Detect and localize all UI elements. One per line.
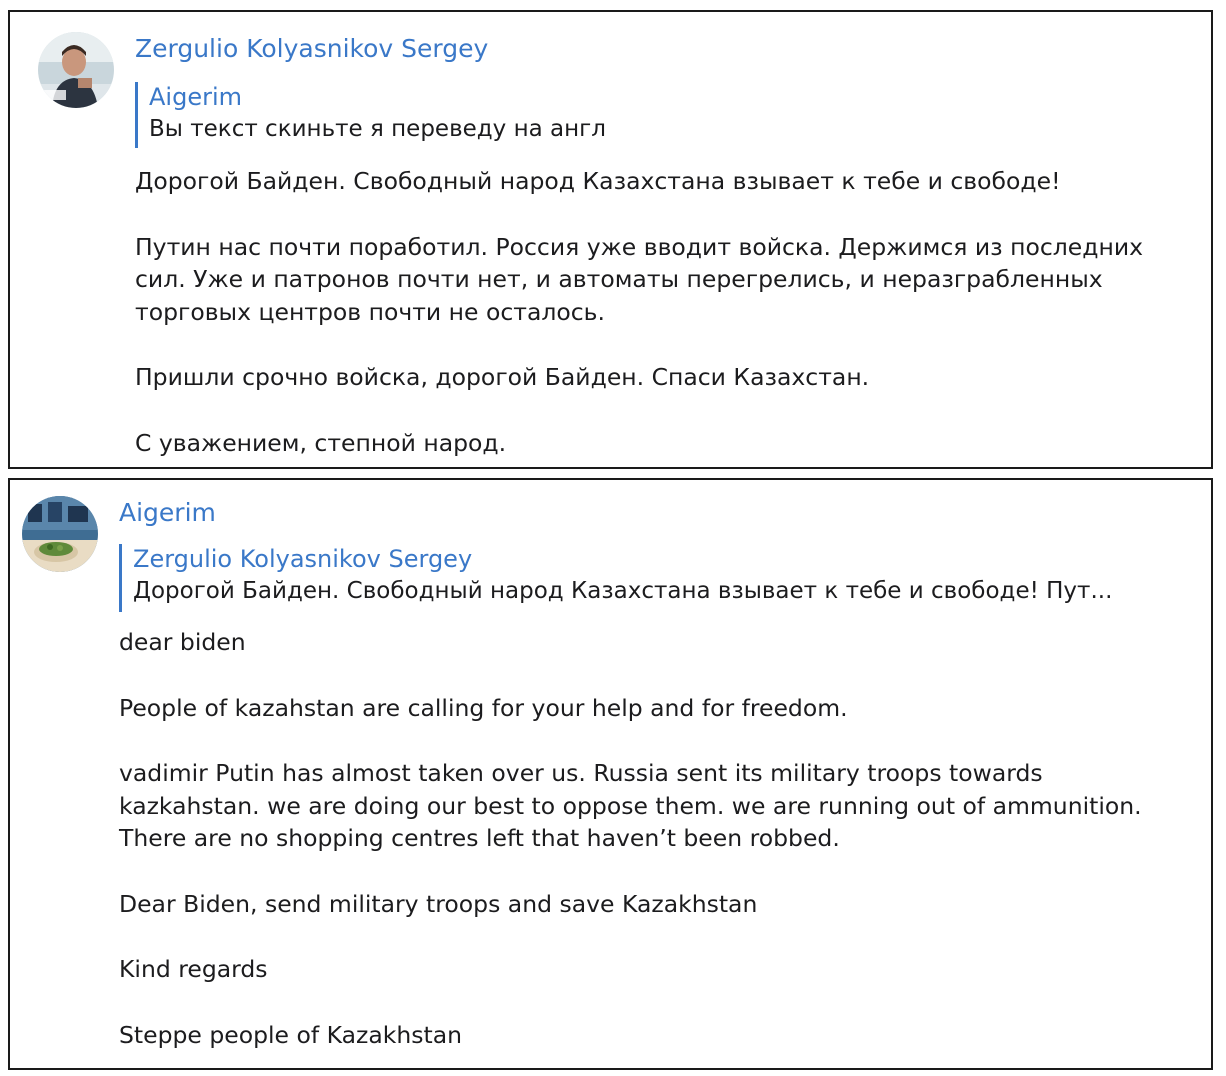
user-avatar-photo-icon [22, 496, 98, 572]
message-paragraph: С уважением, степной народ. [135, 428, 507, 457]
message-paragraph: Kind regards [119, 955, 268, 983]
message-author[interactable]: Aigerim [119, 498, 216, 527]
message-card [8, 478, 1213, 1070]
reply-quote[interactable] [135, 82, 606, 148]
message-paragraph: Дорогой Байден. Свободный народ Казахстана взывает к тебе и свободе! [135, 167, 1061, 195]
reply-author: Zergulio Kolyasnikov Sergey [133, 545, 473, 573]
message-body [135, 165, 1207, 459]
message-paragraph: Steppe people of Kazakhstan [119, 1020, 462, 1049]
message-body [119, 626, 1209, 1051]
message-author[interactable]: Zergulio Kolyasnikov Sergey [135, 34, 489, 63]
message-paragraph: vadimir Putin has almost taken over us. Russia sent its military troops towards kazkahstan. we are doing our best to oppose them. we are running out of ammunition. There are no shopping centres left that haven’t been robbed. [119, 759, 1142, 852]
user-avatar-photo-icon [38, 32, 114, 108]
reply-quote[interactable] [119, 544, 1112, 612]
avatar[interactable] [38, 32, 114, 108]
reply-author: Aigerim [149, 83, 242, 111]
avatar[interactable] [22, 496, 98, 572]
message-paragraph: dear biden [119, 628, 246, 656]
reply-text: Вы текст скиньте я переведу на англ [149, 116, 606, 142]
reply-text: Дорогой Байден. Свободный народ Казахстана взывает к тебе и свободе! Пут... [133, 578, 1113, 604]
message-paragraph: Путин нас почти поработил. Россия уже вводит войска. Держимся из последних сил. Уже и патронов почти нет, и автоматы перегрелись, и неразграбленных торговых центров почти не осталось. [135, 232, 1144, 326]
message-paragraph: Dear Biden, send military troops and save Kazakhstan [119, 889, 758, 918]
message-paragraph: Пришли срочно войска, дорогой Байден. Спаси Казахстан. [135, 363, 870, 391]
message-paragraph: People of kazahstan are calling for your help and for freedom. [119, 693, 848, 722]
message-card [8, 10, 1213, 469]
